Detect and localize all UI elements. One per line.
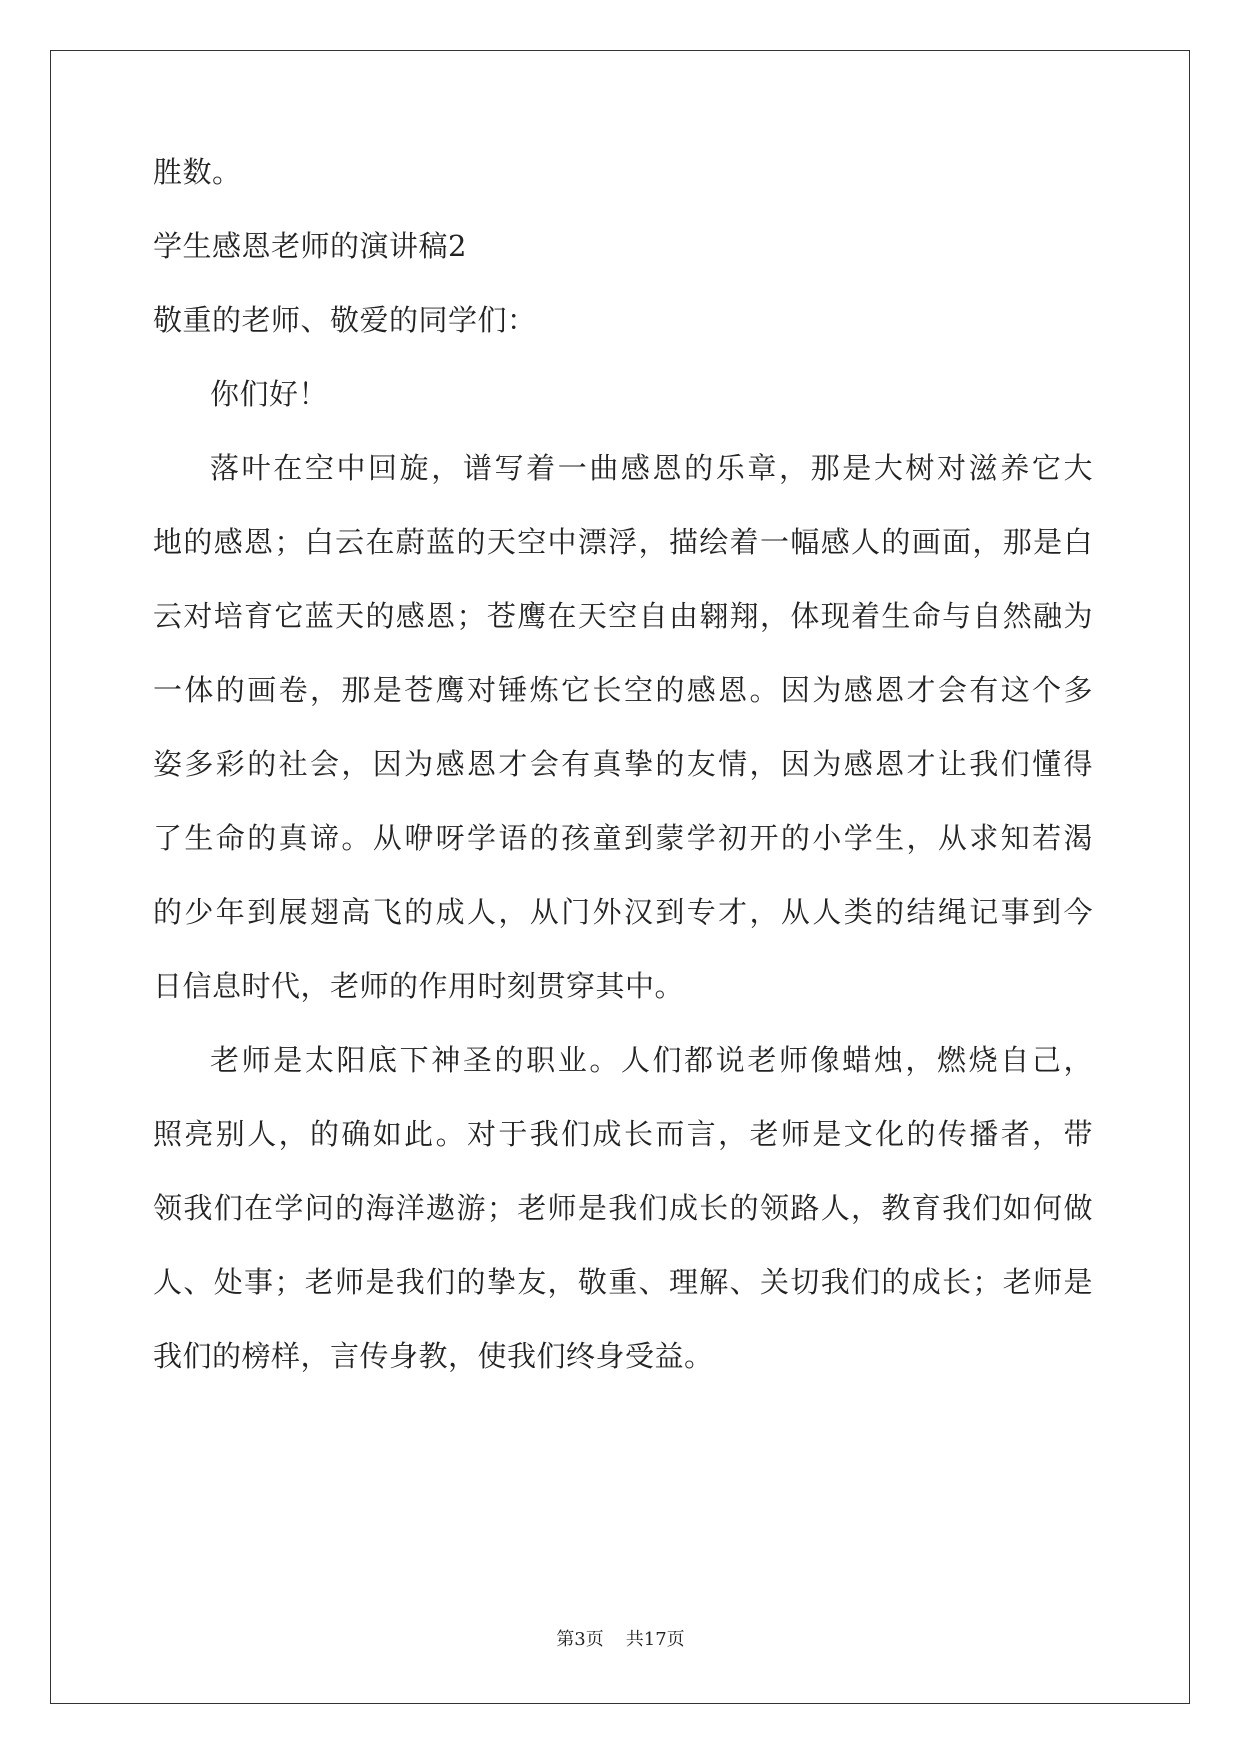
page-number: 第3页: [556, 1629, 604, 1650]
paragraph-line: 地的感恩；白云在蔚蓝的天空中漂浮，描绘着一幅感人的画面，那是白: [153, 525, 1093, 559]
paragraph-line: 照亮别人，的确如此。对于我们成长而言，老师是文化的传播者，带: [153, 1117, 1093, 1151]
paragraph-line: 云对培育它蓝天的感恩；苍鹰在天空自由翱翔，体现着生命与自然融为: [153, 599, 1093, 633]
paragraph-line: 的少年到展翅高飞的成人，从门外汉到专才，从人类的结绳记事到今: [153, 895, 1093, 929]
salutation: 敬重的老师、敬爱的同学们：: [153, 303, 537, 337]
page-total: 共17页: [625, 1629, 685, 1650]
paragraph-line: 我们的榜样，言传身教，使我们终身受益。: [153, 1339, 714, 1373]
page-border: [50, 50, 1190, 1704]
paragraph-line: 一体的画卷，那是苍鹰对锤炼它长空的感恩。因为感恩才会有这个多: [153, 673, 1093, 707]
paragraph-line: 姿多彩的社会，因为感恩才会有真挚的友情，因为感恩才让我们懂得: [153, 747, 1093, 781]
paragraph-line: 领我们在学问的海洋遨游；老师是我们成长的领路人，教育我们如何做: [153, 1191, 1093, 1225]
paragraph-line: 老师是太阳底下神圣的职业。人们都说老师像蜡烛，燃烧自己，: [210, 1043, 1093, 1077]
greeting: 你们好！: [210, 377, 329, 411]
page-footer: [0, 1629, 1241, 1651]
paragraph-line: 人、处事；老师是我们的挚友，敬重、理解、关切我们的成长；老师是: [153, 1265, 1093, 1299]
paragraph-line: 日信息时代，老师的作用时刻贯穿其中。: [153, 969, 685, 1003]
paragraph-line: 了生命的真谛。从咿呀学语的孩童到蒙学初开的小学生，从求知若渴: [153, 821, 1093, 855]
text-line: 胜数。: [153, 155, 242, 189]
paragraph-line: 落叶在空中回旋，谱写着一曲感恩的乐章，那是大树对滋养它大: [210, 451, 1093, 485]
section-title: 学生感恩老师的演讲稿2: [153, 229, 467, 263]
